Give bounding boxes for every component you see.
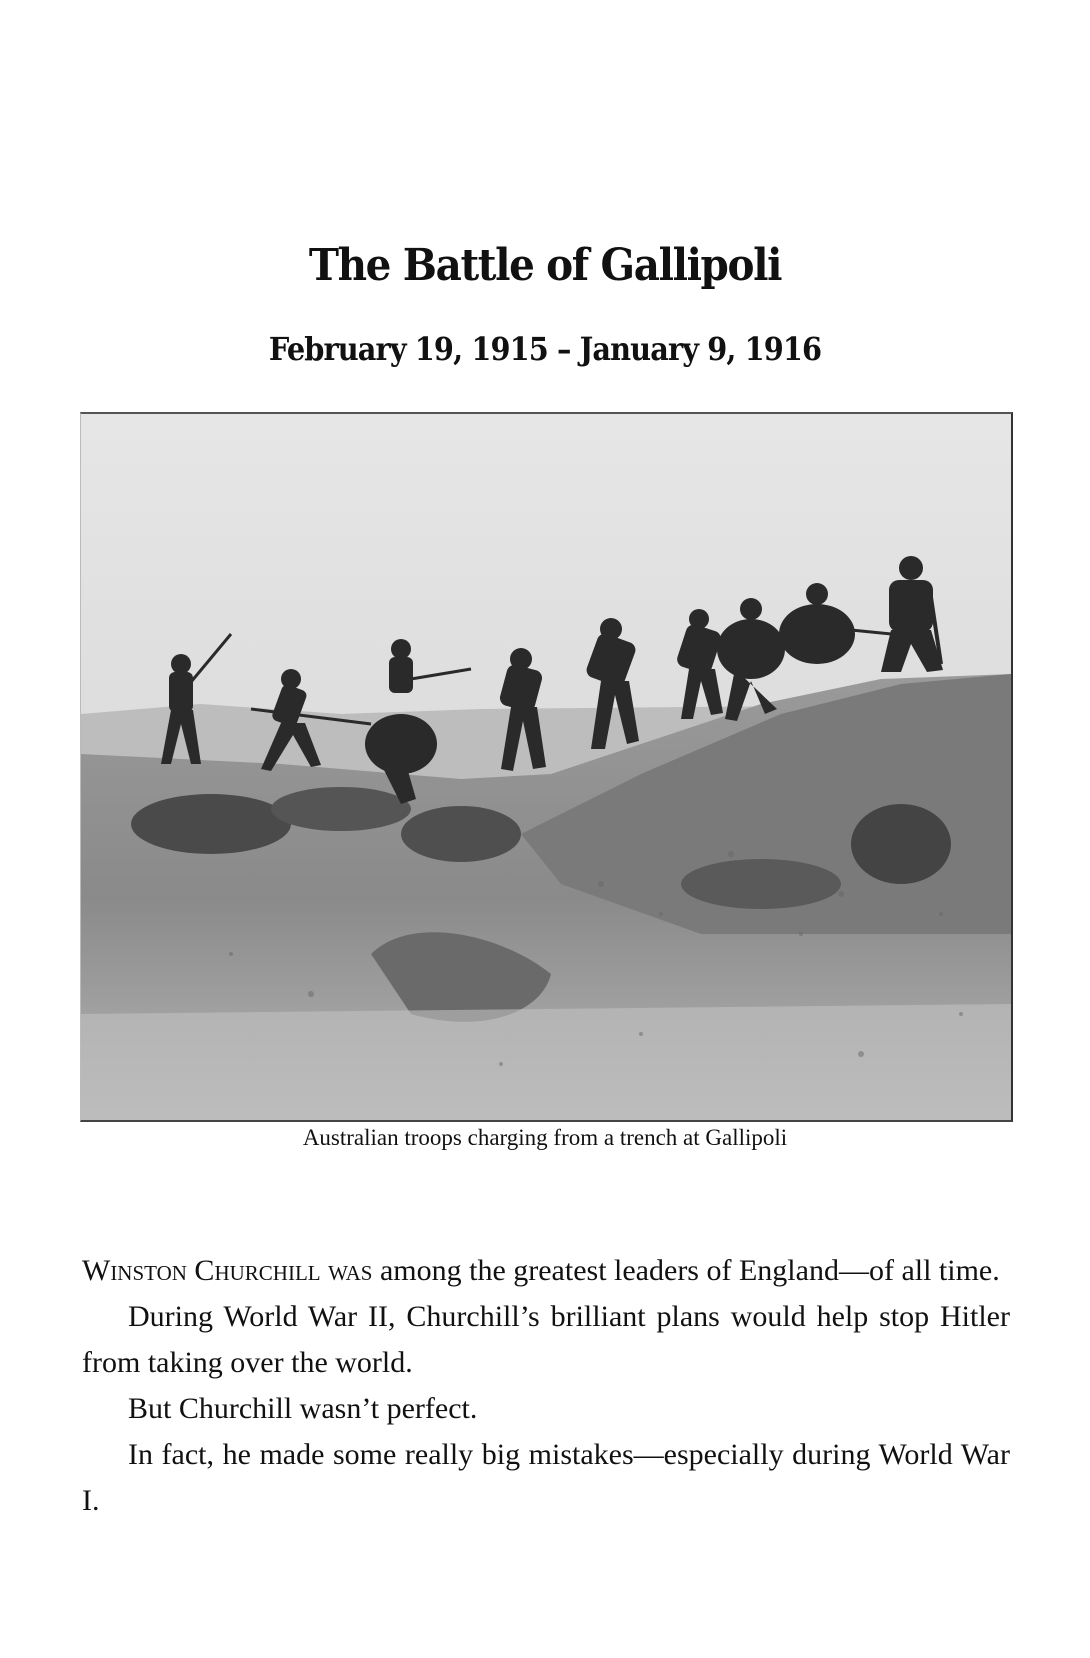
body-text bbox=[82, 1248, 1010, 1524]
battle-photograph bbox=[80, 412, 1013, 1122]
paragraph-1 bbox=[82, 1248, 1010, 1294]
chapter-dates: February 19, 1915 – January 9, 1916 bbox=[268, 330, 822, 368]
chapter-title: The Battle of Gallipoli bbox=[308, 240, 782, 291]
paragraph-2: During World War II, Churchill’s brilliant plans would help stop Hitler from taking over the world. bbox=[82, 1300, 1010, 1379]
paragraph-3: But Churchill wasn’t perfect. bbox=[128, 1392, 478, 1425]
paragraph-1-text: among the greatest leaders of England—of all time. bbox=[372, 1254, 1000, 1287]
photo-caption: Australian troops charging from a trench at Gallipoli bbox=[302, 1125, 788, 1150]
lead-in: Winston Churchill was bbox=[82, 1254, 373, 1287]
paragraph-4: In fact, he made some really big mistakes—especially during World War I. bbox=[82, 1438, 1010, 1517]
